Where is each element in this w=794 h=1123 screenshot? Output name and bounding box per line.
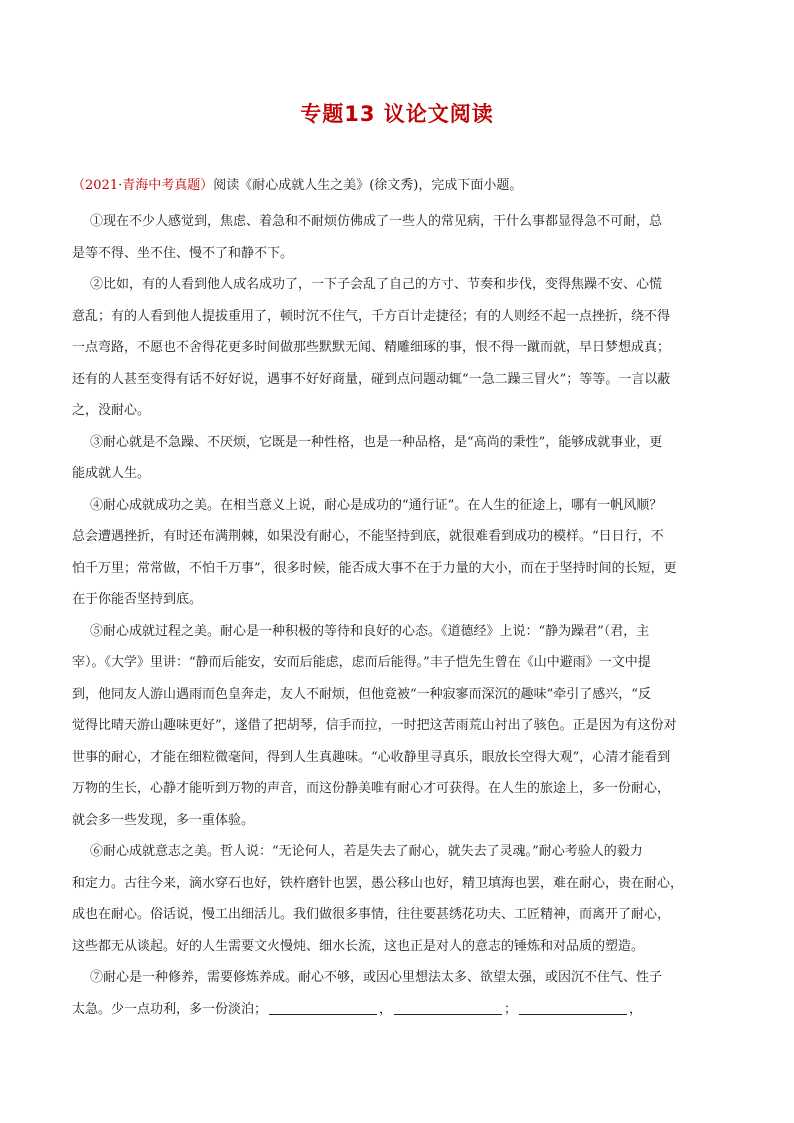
paragraph-5 (72, 616, 734, 837)
answer-blank-2[interactable] (394, 1000, 502, 1015)
page-title: 专题13 议论文阅读 (300, 102, 494, 126)
blank-separator: ； (504, 1001, 518, 1017)
fill-in-prefix: 太急。少一点功利，多一份淡泊； (72, 1001, 268, 1017)
text-line: 意乱；有的人看到他人提拔重用了，顿时沉不住气，千方百计走捷径；有的人则经不起一点挫折，绕不得 (72, 308, 671, 324)
paragraph-6 (72, 836, 734, 962)
text-line: ③耐心就是不急躁、不厌烦，它既是一种性格，也是一种品格，是“高尚的秉性”，能够成就事业，更 (90, 434, 663, 450)
text-line: 就会多一些发现，多一重体验。 (72, 812, 255, 828)
text-line: 怕千万里；常常做，不怕千万事”，很多时候，能否成大事不在于力量的大小，而在于坚持时间的长短，更 (72, 560, 677, 576)
text-line: 宰）。《大学》里讲：“静而后能安，安而后能虑，虑而后能得。”丰子恺先生曾在《山中避雨》一文中提 (72, 655, 651, 670)
text-line: 和定力。古往今来，滴水穿石也好，铁杵磨针也罢，愚公移山也好，精卫填海也罢，难在耐心，贵在耐心， (72, 875, 684, 891)
article-body (72, 206, 734, 1025)
question-intro (72, 176, 732, 196)
text-line: 到，他同友人游山遇雨而色皇奔走，友人不耐烦，但他竟被“一种寂寥而深沉的趣味”牵引了感兴，“反 (72, 686, 651, 702)
text-line: 在于你能否坚持到底。 (72, 592, 203, 607)
paragraph-1 (72, 206, 734, 269)
paragraph-7 (72, 962, 734, 1025)
question-instruction: 阅读《耐心成就人生之美》(徐文秀)，完成下面小题。 (213, 178, 523, 193)
text-line: ①现在不少人感觉到，焦虑、着急和不耐烦仿佛成了一些人的常见病，干什么事都显得急不可耐，总 (90, 214, 663, 229)
text-line: ⑥耐心成就意志之美。哲人说：“无论何人，若是失去了耐心，就失去了灵魂。”耐心考验人的毅力 (90, 844, 643, 859)
text-line: 之，没耐心。 (72, 403, 151, 418)
text-line: 还有的人甚至变得有话不好好说，遇事不好好商量，碰到点问题动辄“一急二躁三冒火”；等等。一言以蔽 (72, 371, 671, 387)
text-line: 世事的耐心，才能在细粒微毫间，得到人生真趣味。“心收静里寻真乐，眼放长空得大观”，心清才能看到 (72, 749, 671, 765)
paragraph-4 (72, 490, 734, 616)
text-line: 总会遭遇挫折，有时还布满荆棘，如果没有耐心，不能坚持到底，就很难看到成功的模样。“日日行，不 (72, 529, 664, 544)
text-line: 觉得比晴天游山趣味更好”，遂借了把胡琴，信手而拉，一时把这苦雨荒山衬出了骇色。正是因为有这份对 (72, 718, 677, 733)
question-source: （2021·青海中考真题） (72, 178, 214, 193)
text-line: ②比如，有的人看到他人成名成功了，一下子会乱了自己的方寸、节奏和步伐，变得焦躁不安、心慌 (90, 277, 663, 292)
text-line: 一点弯路，不愿也不舍得花更多时间做那些默默无闻、精雕细琢的事，恨不得一蹴而就，早日梦想成真； (72, 340, 671, 355)
paragraph-3 (72, 427, 734, 490)
text-line: 万物的生长，心静才能听到万物的声音，而这份静美唯有耐心才可获得。在人生的旅途上，多一份耐心， (72, 781, 671, 796)
text-line: ④耐心成就成功之美。在相当意义上说，耐心是成功的“通行证”。在人生的征途上，哪有一帆风顺？ (90, 497, 663, 513)
text-line: 是等不得、坐不住、慢不了和静不下。 (72, 245, 294, 261)
text-line: 能成就人生。 (72, 466, 151, 481)
answer-blank-1[interactable] (269, 1000, 377, 1015)
text-line: 这些都无从谈起。好的人生需要文火慢炖、细水长流，这也正是对人的意志的锤炼和对品质的塑造。 (72, 938, 645, 954)
blank-separator: ， (379, 1001, 393, 1017)
answer-blank-3[interactable] (519, 1000, 627, 1015)
paragraph-2 (72, 269, 734, 427)
text-line: 成也在耐心。俗话说，慢工出细活儿。我们做很多事情，往往要甚绣花功夫、工匠精神，而离开了耐心， (72, 907, 671, 922)
blank-trailing-punct: ， (629, 1001, 643, 1017)
text-line: ⑤耐心成就过程之美。耐心是一种积极的等待和良好的心态。《道德经》上说：“静为躁君”（君，主 (90, 623, 650, 639)
fill-in-line (72, 994, 734, 1026)
text-line: ⑦耐心是一种修养，需要修炼养成。耐心不够，或因心里想法太多、欲望太强，或因沉不住气、性子 (90, 970, 663, 985)
